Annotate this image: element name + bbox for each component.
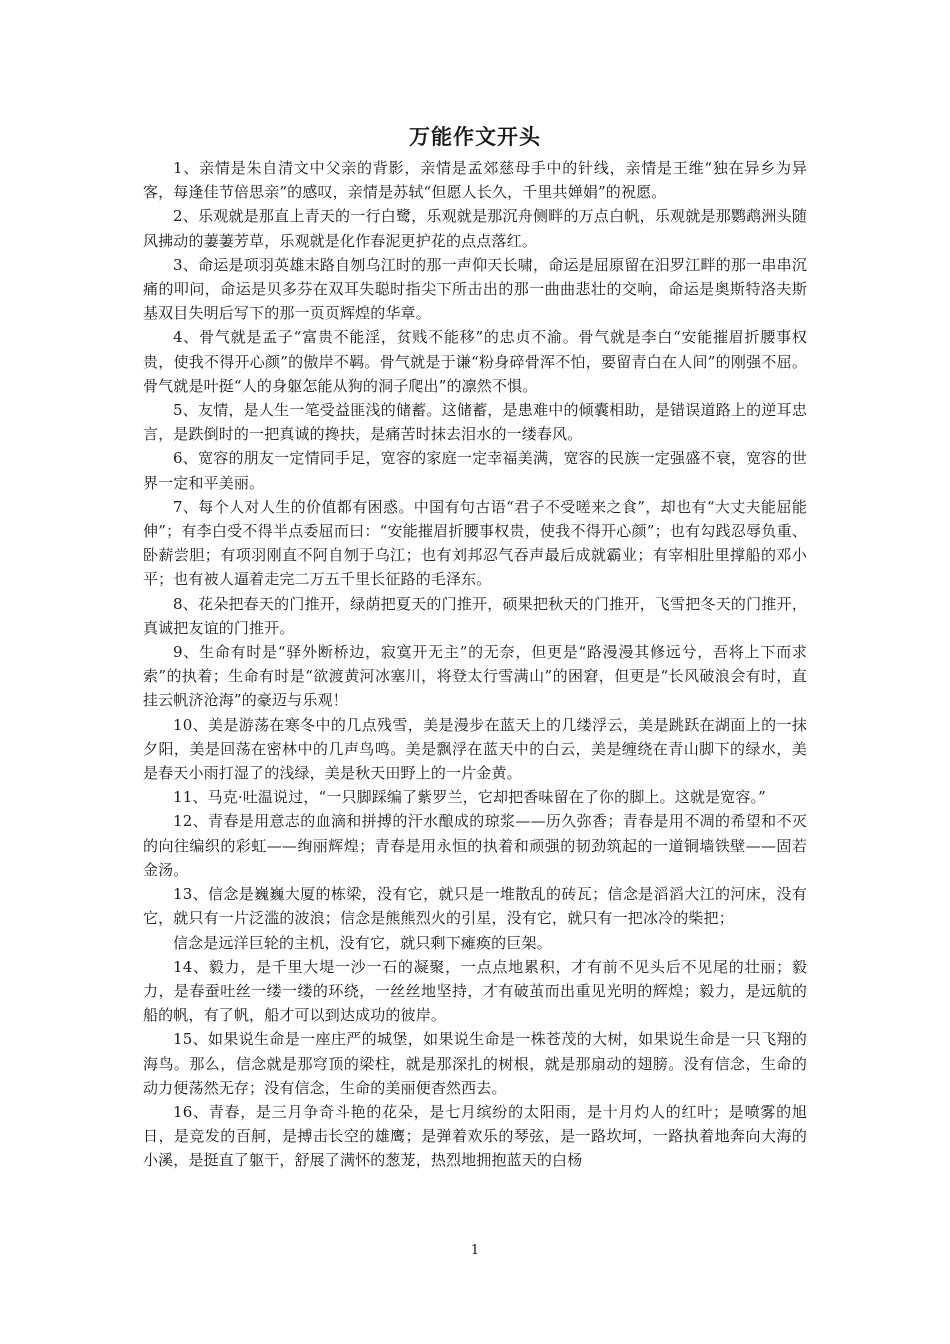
paragraph-10: 10、美是游荡在寒冬中的几点残雪，美是漫步在蓝天上的几缕浮云，美是跳跃在湖面上的一抹夕阳，美是回荡在密林中的几声鸟鸣。美是飘浮在蓝天中的白云，美是缠绕在青山脚下的绿水，美是春天小雨打湿了的浅绿，美是秋天田野上的一片金黄。 [143,715,807,783]
paragraph-4: 4、骨气就是孟子“富贵不能淫，贫贱不能移”的忠贞不渝。骨气就是李白“安能摧眉折腰事权贵，使我不得开心颜”的傲岸不羁。骨气就是于谦“粉身碎骨浑不怕，要留青白在人间”的刚强不屈。骨气就是叶挺“人的身躯怎能从狗的洞子爬出”的凛然不惧。 [143,328,807,395]
paragraph-12: 12、青春是用意志的血滴和拼搏的汗水酿成的琼浆——历久弥香；青春是用不凋的希望和不灭的向往编织的彩虹——绚丽辉煌；青春是用永恒的执着和顽强的韧劲筑起的一道铜墙铁壁——固若金汤。 [143,812,807,879]
paragraph-14: 14、毅力，是千里大堤一沙一石的凝聚，一点点地累积，才有前不见头后不见尾的壮丽；毅力，是春蚕吐丝一缕一缕的环绕，一丝丝地坚持，才有破茧而出重见光明的辉煌；毅力，是远航的船的帆，有了帆，船才可以到达成功的彼岸。 [143,957,807,1025]
paragraph-3: 3、命运是项羽英雄末路自刎乌江时的那一声仰天长啸，命运是屈原留在汨罗江畔的那一串串沉痛的叩问，命运是贝多芬在双耳失聪时指尖下所击出的那一曲曲悲壮的交响，命运是奥斯特洛夫斯基双目失明后写下的那一页页辉煌的华章。 [143,255,807,323]
paragraph-15: 15、如果说生命是一座庄严的城堡，如果说生命是一株苍茂的大树，如果说生命是一只飞翔的海鸟。那么，信念就是那穹顶的梁柱，就是那深扎的树根，就是那扇动的翅膀。没有信念，生命的动力便荡然无存；没有信念，生命的美丽便杳然西去。 [143,1030,807,1097]
paragraph-5: 5、友情，是人生一笔受益匪浅的储蓄。这储蓄，是患难中的倾囊相助，是错误道路上的逆耳忠言，是跌倒时的一把真诚的搀扶，是痛苦时抹去泪水的一缕春风。 [143,401,807,444]
paragraph-7: 7、每个人对人生的价值都有困惑。中国有句古语“君子不受嗟来之食”，却也有“大丈夫能屈能伸”；有李白受不得半点委屈而曰：“安能摧眉折腰事权贵，使我不得开心颜”；也有勾践忍辱负重、卧薪尝胆；有项羽刚直不阿自刎于乌江；也有刘邦忍气吞声最后成就霸业；有宰相肚里撑船的邓小平；也有被人逼着走完二万五千里长征路的毛泽东。 [143,497,807,589]
paragraph-13: 13、信念是巍巍大厦的栋梁，没有它，就只是一堆散乱的砖瓦；信念是滔滔大江的河床，没有它，就只有一片泛滥的波浪；信念是熊熊烈火的引星，没有它，就只有一把冰冷的柴把； [143,885,807,928]
paragraph-16: 16、青春，是三月争奇斗艳的花朵，是七月缤纷的太阳雨，是十月灼人的红叶；是喷雾的旭日，是竞发的百舸，是搏击长空的雄鹰；是弹着欢乐的琴弦，是一路坎坷，一路执着地奔向大海的小溪，是挺直了躯干，舒展了满怀的葱茏，热烈地拥抱蓝天的白杨 [143,1102,807,1170]
paragraph-9: 9、生命有时是“驿外断桥边，寂寞开无主”的无奈，但更是“路漫漫其修远兮，吾将上下而求索”的执着；生命有时是“欲渡黄河冰塞川，将登太行雪满山”的困窘，但更是“长风破浪会有时，直挂云帆济沧海”的豪迈与乐观！ [143,643,807,710]
paragraph-6: 6、宽容的朋友一定情同手足，宽容的家庭一定幸福美满，宽容的民族一定强盛不衰，宽容的世界一定和平美丽。 [143,449,807,492]
paragraph-8: 8、花朵把春天的门推开，绿荫把夏天的门推开，硕果把秋天的门推开，飞雪把冬天的门推开，真诚把友谊的门推开。 [143,594,807,637]
document-title: 万能作文开头 [409,125,541,149]
paragraph-11: 11、马克·吐温说过，“一只脚踩编了紫罗兰，它却把香味留在了你的脚上。这就是宽容。” [173,788,766,807]
paragraph-13-continued: 信念是远洋巨轮的主机，没有它，就只剩下瘫痪的巨架。 [173,933,552,952]
page-number: 1 [470,1243,480,1258]
paragraph-1: 1、亲情是朱自清文中父亲的背影，亲情是孟郊慈母手中的针线，亲情是王维“独在异乡为异客，每逢佳节倍思亲”的感叹，亲情是苏轼“但愿人长久，千里共婵娟”的祝愿。 [143,159,807,202]
document-body [143,120,807,1173]
paragraph-2: 2、乐观就是那直上青天的一行白鹭，乐观就是那沉舟侧畔的万点白帆，乐观就是那鹦鹉洲头随风拂动的萋萋芳草，乐观就是化作春泥更护花的点点落红。 [143,207,807,250]
